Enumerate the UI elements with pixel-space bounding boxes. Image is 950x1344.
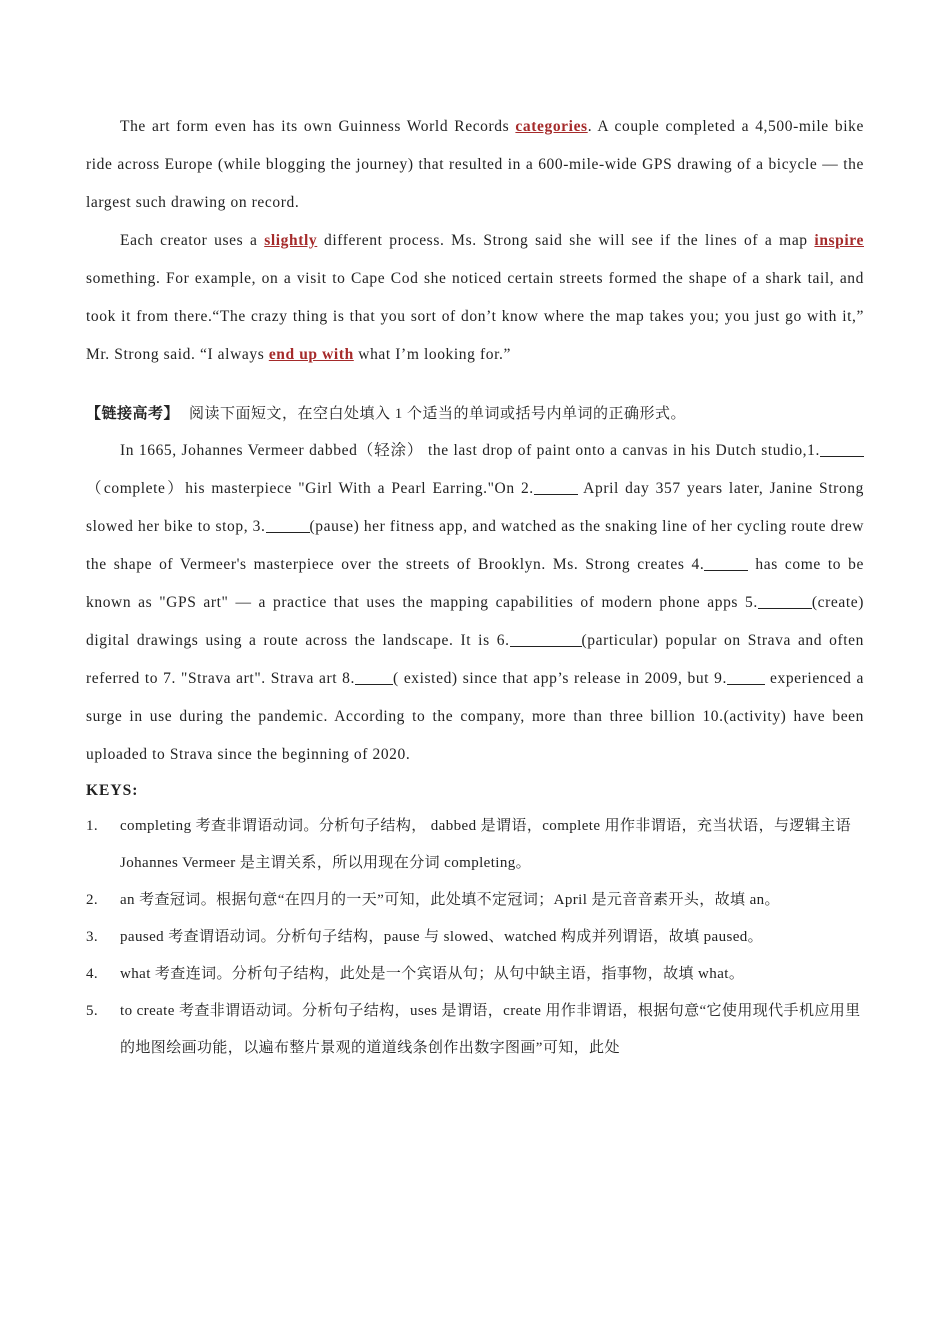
text-run: . A couple completed a 4,500-mile bike ride across Europe (while blogging the journey) that resulted in a 600-mile-wide GPS drawing of a bicycle — the largest such drawing on record.: [86, 118, 864, 211]
keyword-inspire: inspire: [814, 232, 864, 249]
text-run: (pause) her fitness app, and watched as the snaking line of her cycling route drew the shape of Vermeer's masterpiece over the streets of Brooklyn. Ms. Strong creates 4.: [86, 518, 865, 573]
key-text: to create 考查非谓语动词。分析句子结构，uses 是谓语，create 用作非谓语，根据句意“它使用现代手机应用里的地图绘画功能，以遍布整片景观的道道线条创作出数字图画”可知，此处: [120, 1003, 861, 1056]
blank-1[interactable]: [820, 440, 864, 457]
key-number: 3.: [86, 929, 99, 945]
text-run: The art form even has its own Guinness World Records: [120, 118, 516, 135]
blank-9[interactable]: [727, 668, 765, 685]
key-number: 4.: [86, 966, 99, 982]
key-number: 2.: [86, 892, 99, 908]
blank-2[interactable]: [534, 478, 578, 495]
text-run: something. For example, on a visit to Cape Cod she noticed certain streets formed the shape of a shark tail, and took it from there.“The crazy thing is that you sort of don’t know where the map takes you; you just go with it,” Mr. Strong said. “I always: [86, 270, 864, 363]
key-item: [86, 993, 864, 1067]
keyword-slightly: slightly: [264, 232, 318, 249]
keys-title: KEYS:: [86, 782, 139, 799]
text-run: In 1665, Johannes Vermeer dabbed（轻涂） the last drop of paint onto a canvas in his Dutch studio,1.: [120, 442, 820, 459]
key-number: 1.: [86, 818, 99, 834]
key-number: 5.: [86, 1003, 99, 1019]
blank-6[interactable]: [510, 630, 582, 647]
text-run: (create) digital drawings using a route across the landscape. It is 6.: [86, 594, 864, 649]
text-run: ( existed) since that app’s release in 2009, but 9.: [393, 670, 727, 687]
key-item: [86, 956, 864, 993]
key-text: completing 考查非谓语动词。分析句子结构， dabbed 是谓语，complete 用作非谓语，充当状语，与逻辑主语 Johannes Vermeer 是主谓关系，所以用现在分词 completing。: [120, 818, 851, 871]
instruction-text: 阅读下面短文，在空白处填入 1 个适当的单词或括号内单词的正确形式。: [189, 406, 687, 422]
paragraph-process: [86, 222, 864, 374]
text-run: experienced a surge in use during the pandemic. According to the company, more than three billion 10.(activity) have been uploaded to Strava since the beginning of 2020.: [86, 670, 864, 763]
text-run: April day 357 years later, Janine Strong slowed her bike to stop, 3.: [86, 480, 864, 535]
text-run: what I’m looking for.”: [353, 346, 511, 363]
key-item: [86, 808, 864, 882]
key-item: [86, 882, 864, 919]
blank-4[interactable]: [704, 554, 748, 571]
blank-3[interactable]: [266, 516, 310, 533]
paragraph-records: [86, 108, 864, 222]
keyword-categories: categories: [515, 118, 588, 135]
key-text: what 考查连词。分析句子结构，此处是一个宾语从句；从句中缺主语，指事物，故填 what。: [120, 966, 745, 982]
text-run: Each creator uses a: [120, 232, 265, 249]
text-run: has come to be known as "GPS art" — a practice that uses the mapping capabilities of modern phone apps 5.: [86, 556, 864, 611]
exercise-passage: [86, 432, 864, 774]
link-gaokao-heading: [86, 396, 864, 432]
keys-list: [86, 808, 864, 1067]
key-text: paused 考查谓语动词。分析句子结构，pause 与 slowed、watched 构成并列谓语，故填 paused。: [120, 929, 764, 945]
key-text: an 考查冠词。根据句意“在四月的一天”可知，此处填不定冠词；April 是元音音素开头，故填 an。: [120, 892, 780, 908]
key-item: [86, 919, 864, 956]
document-page: [86, 108, 864, 1067]
text-run: (particular) popular on Strava and often referred to 7. "Strava art". Strava art 8.: [86, 632, 864, 687]
text-run: different process. Ms. Strong said she will see if the lines of a map: [317, 232, 815, 249]
keyword-end-up-with: end up with: [268, 346, 354, 363]
section-tag: 【链接高考】: [86, 406, 180, 422]
blank-5[interactable]: [758, 592, 812, 609]
text-run: （complete）his masterpiece "Girl With a Pearl Earring."On 2.: [86, 480, 534, 497]
blank-8[interactable]: [355, 668, 393, 685]
